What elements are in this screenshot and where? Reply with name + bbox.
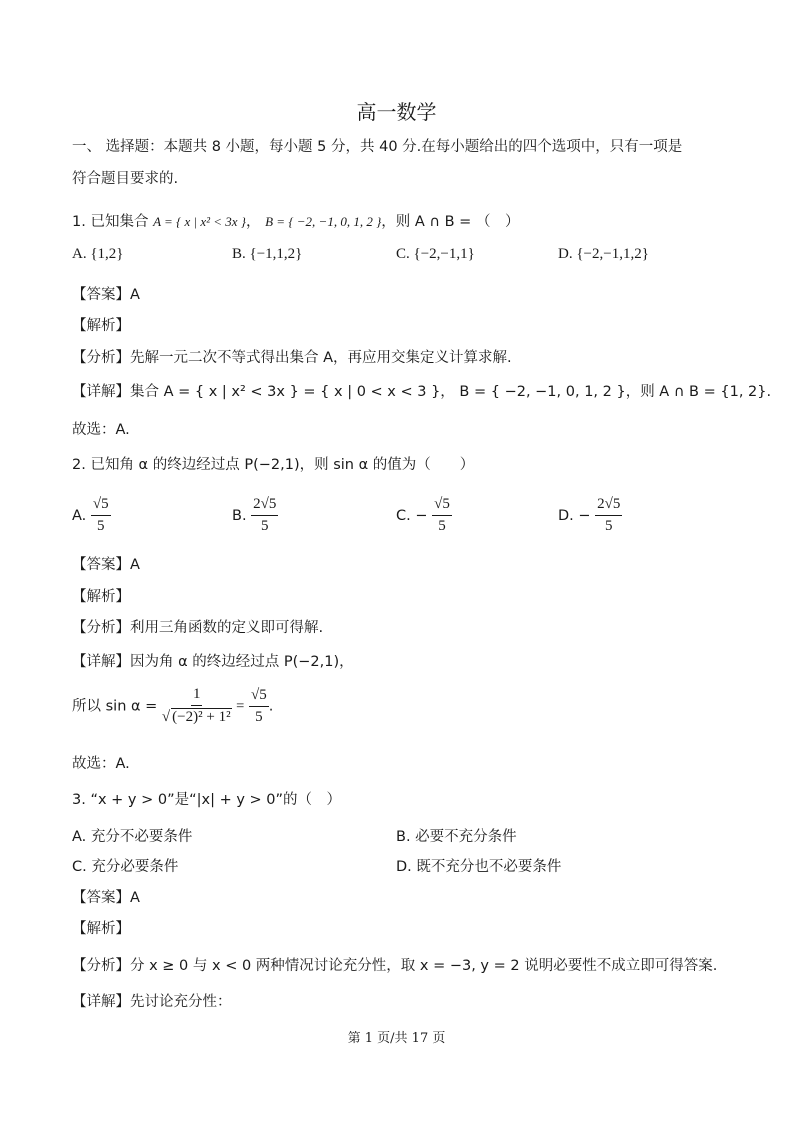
q3-stem: 3. “x + y > 0”是“|x| + y > 0”的（ ）: [72, 792, 342, 808]
q1-fenxi: 【分析】先解一元二次不等式得出集合 A，再应用交集定义计算求解.: [72, 350, 512, 366]
section-heading: 一、 选择题：本题共 8 小题，每小题 5 分，共 40 分.在每小题给出的四个选项中，只有一项是: [72, 139, 683, 155]
q1-ask: ，则 A ∩ B = （ ）: [381, 214, 520, 230]
q2-option-b-den: 5: [261, 518, 269, 535]
q2-choose: 故选：A.: [72, 756, 130, 772]
q2-option-c-fraction: [432, 496, 452, 536]
q2-option-a: [72, 496, 111, 536]
q2-fraction-1-radicand: (−2)² + 1²: [172, 709, 231, 726]
q1-option-c: C. {−2,−1,1}: [396, 246, 475, 262]
page-title: 高一数学: [356, 100, 437, 124]
q2-fraction-1-den: √ (−2)² + 1²: [161, 709, 231, 726]
q2-option-a-fraction: [91, 496, 111, 536]
q1-prefix: 1. 已知集合: [72, 214, 149, 230]
q1-stem: 1. 已知集合 A = { x | x² < 3x }， B = { −2, −1, 0, 1, 2 }，则 A ∩ B = （ ）: [72, 214, 520, 230]
q2-xiangjie: 【详解】因为角 α 的终边经过点 P(−2,1)，: [72, 654, 354, 670]
q2-fraction-2-den: 5: [255, 708, 263, 725]
q1-analysis-label: 【解析】: [72, 318, 130, 334]
q1-option-b: B. {−1,1,2}: [232, 246, 303, 262]
q2-option-b-num: 2√5: [251, 496, 278, 516]
q2-fraction-1-num: 1: [191, 686, 203, 706]
q2-option-d-num: 2√5: [595, 496, 622, 516]
q1-choose: 故选：A.: [72, 422, 130, 438]
q3-option-c: C. 充分必要条件: [72, 859, 179, 875]
q2-analysis-label: 【解析】: [72, 589, 130, 605]
q2-option-c-sign: −: [415, 507, 428, 524]
q1-set-b: B = { −2, −1, 0, 1, 2 }: [265, 214, 382, 229]
q2-option-c-den: 5: [438, 518, 446, 535]
q3-xiangjie: 【详解】先讨论充分性：: [72, 994, 232, 1010]
q2-fraction-1: [162, 686, 232, 727]
q2-option-a-letter: A.: [72, 507, 87, 524]
q1-xiangjie: 【详解】集合 A = { x | x² < 3x } = { x | 0 < x < 3 }， B = { −2, −1, 0, 1, 2 }，则 A ∩ B = {1, 2}.: [72, 384, 772, 400]
q3-option-b: B. 必要不充分条件: [396, 829, 517, 845]
q1-option-d: D. {−2,−1,1,2}: [558, 246, 649, 262]
q3-option-d: D. 既不充分也不必要条件: [396, 859, 562, 875]
q2-option-d-den: 5: [605, 518, 613, 535]
q2-answer: 【答案】A: [72, 557, 140, 573]
q2-option-a-den: 5: [97, 518, 105, 535]
page-footer: 第 1 页/共 17 页: [347, 1031, 446, 1046]
q2-option-a-num: √5: [91, 496, 111, 516]
q3-analysis-label: 【解析】: [72, 921, 130, 937]
q2-fraction-2: [249, 687, 269, 727]
q2-option-b-letter: B.: [232, 507, 247, 524]
q2-option-b: [232, 496, 278, 536]
q2-option-c-letter: C.: [396, 507, 411, 524]
q2-fenxi: 【分析】利用三角函数的定义即可得解.: [72, 620, 324, 636]
q1-answer: 【答案】A: [72, 287, 140, 303]
q2-option-d-sign: −: [578, 507, 591, 524]
q3-option-a: A. 充分不必要条件: [72, 829, 193, 845]
q1-set-a: A = { x | x² < 3x }: [153, 214, 246, 229]
q2-so-prefix: 所以 sin α =: [72, 698, 158, 715]
q1-option-a: A. {1,2}: [72, 246, 124, 262]
section-heading-cont: 符合题目要求的.: [72, 171, 179, 187]
q2-fraction-2-num: √5: [249, 687, 269, 707]
q2-option-d: [558, 496, 622, 536]
q3-fenxi: 【分析】分 x ≥ 0 与 x < 0 两种情况讨论充分性，取 x = −3, y = 2 说明必要性不成立即可得答案.: [72, 958, 718, 974]
q3-answer: 【答案】A: [72, 890, 140, 906]
q2-option-c-num: √5: [432, 496, 452, 516]
q2-stem: 2. 已知角 α 的终边经过点 P(−2,1)，则 sin α 的值为（ ）: [72, 457, 475, 473]
q2-option-b-fraction: [251, 496, 278, 536]
q2-option-d-letter: D.: [558, 507, 574, 524]
q2-option-d-fraction: [595, 496, 622, 536]
q2-solution-formula: 所以 sin α = $\frac{1}{\text{√ (−2)² + 1²}}$ = $\frac{√5}{5}$ .: [72, 686, 274, 726]
q2-option-c: [396, 496, 452, 536]
